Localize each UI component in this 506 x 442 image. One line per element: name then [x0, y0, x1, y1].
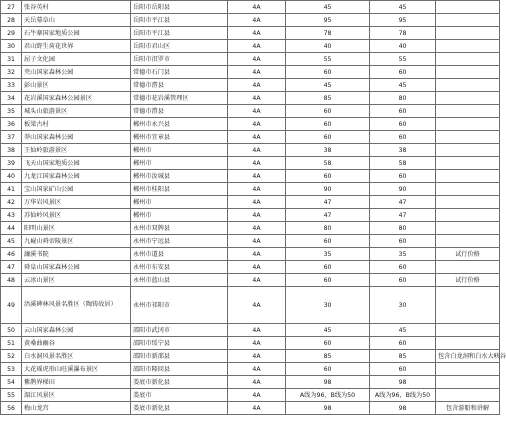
region-cell: 郴州市	[131, 209, 228, 222]
price-peak-cell: 47	[286, 196, 370, 209]
remark-cell	[436, 131, 500, 144]
grade-level-cell: 4A	[228, 40, 286, 53]
price-off-peak-cell: 30	[370, 287, 436, 324]
scenic-spot-name-cell: 天岳幕阜山	[22, 14, 131, 27]
table-row	[1, 105, 500, 118]
region-cell: 岳阳市平江县	[131, 27, 228, 40]
remark-cell	[436, 27, 500, 40]
price-off-peak-cell: 45	[370, 1, 436, 14]
grade-level-cell: 4A	[228, 287, 286, 324]
grade-level-cell: 4A	[228, 248, 286, 261]
row-number-cell: 39	[1, 157, 22, 170]
grade-level-cell: 4A	[228, 14, 286, 27]
table-row	[1, 337, 500, 350]
row-number-cell: 27	[1, 1, 22, 14]
grade-level-cell: 4A	[228, 79, 286, 92]
region-cell: 永州市宁远县	[131, 235, 228, 248]
region-cell: 娄底市	[131, 389, 228, 402]
table-row	[1, 66, 500, 79]
table-row	[1, 248, 500, 261]
scenic-spot-name-cell: 大花瑶虎形山旺溪瀑布景区	[22, 363, 131, 376]
grade-level-cell: 4A	[228, 402, 286, 415]
table-row	[1, 402, 500, 415]
price-peak-cell: 60	[286, 337, 370, 350]
remark-cell	[436, 235, 500, 248]
grade-level-cell: 4A	[228, 105, 286, 118]
price-off-peak-cell: 45	[370, 79, 436, 92]
row-number-cell: 31	[1, 53, 22, 66]
price-off-peak-cell: 35	[370, 248, 436, 261]
scenic-spot-name-cell: 飞天山国家地质公园	[22, 157, 131, 170]
price-peak-cell: 38	[286, 144, 370, 157]
price-peak-cell: 60	[286, 363, 370, 376]
price-peak-cell: 98	[286, 376, 370, 389]
remark-cell: 包含游船和讲解	[436, 402, 500, 415]
remark-cell: 包含白龙洞和白水大峡谷	[436, 350, 500, 363]
scenic-spot-name-cell: 舜皇山国家森林公园	[22, 261, 131, 274]
scenic-spot-name-cell: 张谷英村	[22, 1, 131, 14]
price-peak-cell: 58	[286, 157, 370, 170]
grade-level-cell: 4A	[228, 274, 286, 287]
scenic-spot-name-cell: 宝山国家矿山公园	[22, 183, 131, 196]
table-row	[1, 27, 500, 40]
grade-level-cell: 4A	[228, 261, 286, 274]
price-off-peak-cell: 80	[370, 222, 436, 235]
remark-cell	[436, 1, 500, 14]
remark-cell	[436, 389, 500, 402]
price-off-peak-cell: 60	[370, 261, 436, 274]
remark-cell	[436, 170, 500, 183]
scenic-spot-name-cell: 夹山国家森林公园	[22, 66, 131, 79]
price-peak-cell: 60	[286, 131, 370, 144]
table-row	[1, 92, 500, 105]
remark-cell	[436, 183, 500, 196]
region-cell: 郴州市汝城县	[131, 170, 228, 183]
remark-cell	[436, 14, 500, 27]
region-cell: 岳阳市君山区	[131, 40, 228, 53]
price-off-peak-cell: 38	[370, 144, 436, 157]
remark-cell	[436, 118, 500, 131]
table-row	[1, 287, 500, 324]
row-number-cell: 38	[1, 144, 22, 157]
price-peak-cell: 98	[286, 402, 370, 415]
remark-cell	[436, 53, 500, 66]
price-off-peak-cell: 95	[370, 14, 436, 27]
table-row	[1, 350, 500, 363]
price-off-peak-cell: 60	[370, 274, 436, 287]
price-off-peak-cell: 47	[370, 196, 436, 209]
region-cell: 常德市澧县	[131, 79, 228, 92]
remark-cell	[436, 92, 500, 105]
remark-cell	[436, 79, 500, 92]
price-off-peak-cell: 40	[370, 40, 436, 53]
row-number-cell: 43	[1, 209, 22, 222]
table-row	[1, 389, 500, 402]
grade-level-cell: 4A	[228, 144, 286, 157]
remark-cell	[436, 144, 500, 157]
table-row	[1, 196, 500, 209]
region-cell: 邵阳市绥宁县	[131, 337, 228, 350]
row-number-cell: 42	[1, 196, 22, 209]
price-off-peak-cell: 60	[370, 170, 436, 183]
remark-cell	[436, 376, 500, 389]
region-cell: 邵阳市新邵县	[131, 350, 228, 363]
table-row	[1, 79, 500, 92]
row-number-cell: 46	[1, 248, 22, 261]
price-peak-cell: 95	[286, 14, 370, 27]
row-number-cell: 50	[1, 324, 22, 337]
grade-level-cell: 4A	[228, 183, 286, 196]
remark-cell	[436, 287, 500, 324]
price-peak-cell: 60	[286, 235, 370, 248]
price-peak-cell: 60	[286, 118, 370, 131]
remark-cell	[436, 222, 500, 235]
scenic-spot-name-cell: 阳明山景区	[22, 222, 131, 235]
table-row	[1, 131, 500, 144]
scenic-spot-name-cell: 彭山景区	[22, 79, 131, 92]
grade-level-cell: 4A	[228, 350, 286, 363]
table-row	[1, 274, 500, 287]
price-peak-cell: 78	[286, 27, 370, 40]
scenic-spot-name-cell: 苏仙岭风景区	[22, 209, 131, 222]
region-cell: 常德市石门县	[131, 66, 228, 79]
row-number-cell: 53	[1, 363, 22, 376]
remark-cell	[436, 363, 500, 376]
price-peak-cell: 55	[286, 53, 370, 66]
row-number-cell: 55	[1, 389, 22, 402]
scenic-spot-name-cell: 湄江风景区	[22, 389, 131, 402]
row-number-cell: 30	[1, 40, 22, 53]
price-peak-cell: 45	[286, 1, 370, 14]
grade-level-cell: 4A	[228, 27, 286, 40]
remark-cell: 试行价格	[436, 274, 500, 287]
price-peak-cell: 47	[286, 209, 370, 222]
price-peak-cell: 85	[286, 350, 370, 363]
grade-level-cell: 4A	[228, 131, 286, 144]
region-cell: 郴州市永兴县	[131, 118, 228, 131]
row-number-cell: 48	[1, 274, 22, 287]
price-peak-cell: A线为96，B线为50	[286, 389, 370, 402]
price-peak-cell: 60	[286, 105, 370, 118]
row-number-cell: 28	[1, 14, 22, 27]
region-cell: 邵阳市武冈市	[131, 324, 228, 337]
table-body	[1, 1, 506, 415]
grade-level-cell: 4A	[228, 389, 286, 402]
grade-level-cell: 4A	[228, 118, 286, 131]
row-number-cell: 44	[1, 222, 22, 235]
price-peak-cell: 60	[286, 66, 370, 79]
price-off-peak-cell: 60	[370, 131, 436, 144]
region-cell: 邵阳市隆回县	[131, 363, 228, 376]
grade-level-cell: 4A	[228, 157, 286, 170]
price-peak-cell: 40	[286, 40, 370, 53]
scenic-spot-name-cell: 梅山龙宫	[22, 402, 131, 415]
price-off-peak-cell: 60	[370, 363, 436, 376]
region-cell: 岳阳市汨罗市	[131, 53, 228, 66]
scenic-spot-name-cell: 板梁古村	[22, 118, 131, 131]
table-row	[1, 261, 500, 274]
scenic-spot-name-cell: 屈子文化园	[22, 53, 131, 66]
table-row	[1, 118, 500, 131]
price-off-peak-cell: 80	[370, 92, 436, 105]
grade-level-cell: 4A	[228, 92, 286, 105]
scenic-spot-name-cell: 城头山旅游景区	[22, 105, 131, 118]
price-off-peak-cell: 60	[370, 337, 436, 350]
price-peak-cell: 60	[286, 170, 370, 183]
scenic-spot-name-cell: 九嶷山舜帝陵景区	[22, 235, 131, 248]
grade-level-cell: 4A	[228, 363, 286, 376]
region-cell: 郴州市	[131, 196, 228, 209]
table-row	[1, 1, 500, 14]
price-off-peak-cell: 55	[370, 53, 436, 66]
remark-cell	[436, 40, 500, 53]
region-cell: 永州市双牌县	[131, 222, 228, 235]
row-number-cell: 33	[1, 79, 22, 92]
grade-level-cell: 4A	[228, 196, 286, 209]
price-off-peak-cell: 47	[370, 209, 436, 222]
region-cell: 永州市东安县	[131, 261, 228, 274]
price-off-peak-cell: A线为96，B线为50	[370, 389, 436, 402]
table-row	[1, 144, 500, 157]
region-cell: 娄底市新化县	[131, 402, 228, 415]
grade-level-cell: 4A	[228, 53, 286, 66]
row-number-cell: 36	[1, 118, 22, 131]
region-cell: 常德市澧县	[131, 105, 228, 118]
remark-cell	[436, 66, 500, 79]
price-off-peak-cell: 98	[370, 376, 436, 389]
scenic-spot-name-cell: 王仙岭旅游景区	[22, 144, 131, 157]
scenic-spot-name-cell: 石牛寨国家地质公园	[22, 27, 131, 40]
scenic-spot-name-cell: 浯溪碑林风景名胜区（陶铸故居）	[22, 287, 131, 324]
price-off-peak-cell: 45	[370, 324, 436, 337]
table-row	[1, 40, 500, 53]
scenic-spot-name-cell: 莽山国家森林公园	[22, 131, 131, 144]
row-number-cell: 35	[1, 105, 22, 118]
grade-level-cell: 4A	[228, 337, 286, 350]
row-number-cell: 52	[1, 350, 22, 363]
grade-level-cell: 4A	[228, 170, 286, 183]
scenic-spot-name-cell: 白水洞风景名胜区	[22, 350, 131, 363]
region-cell: 永州市祁阳市	[131, 287, 228, 324]
row-number-cell: 45	[1, 235, 22, 248]
remark-cell	[436, 261, 500, 274]
region-cell: 郴州市桂阳县	[131, 183, 228, 196]
table-row	[1, 376, 500, 389]
price-peak-cell: 80	[286, 222, 370, 235]
remark-cell: 试行价格	[436, 248, 500, 261]
region-cell: 岳阳市平江县	[131, 14, 228, 27]
row-number-cell: 49	[1, 287, 22, 324]
price-peak-cell: 60	[286, 274, 370, 287]
price-off-peak-cell: 85	[370, 350, 436, 363]
remark-cell	[436, 196, 500, 209]
scenic-spot-name-cell: 云山国家森林公园	[22, 324, 131, 337]
grade-level-cell: 4A	[228, 376, 286, 389]
table-row	[1, 53, 500, 66]
price-off-peak-cell: 90	[370, 183, 436, 196]
row-number-cell: 54	[1, 376, 22, 389]
scenic-spot-name-cell: 云冰山景区	[22, 274, 131, 287]
scenic-spot-name-cell: 花岩溪国家森林公园景区	[22, 92, 131, 105]
price-off-peak-cell: 60	[370, 66, 436, 79]
table-row	[1, 324, 500, 337]
price-off-peak-cell: 58	[370, 157, 436, 170]
table-row	[1, 170, 500, 183]
price-peak-cell: 60	[286, 261, 370, 274]
price-off-peak-cell: 98	[370, 402, 436, 415]
price-off-peak-cell: 60	[370, 235, 436, 248]
price-off-peak-cell: 60	[370, 118, 436, 131]
price-peak-cell: 45	[286, 324, 370, 337]
region-cell: 郴州市宜章县	[131, 131, 228, 144]
region-cell: 娄底市新化县	[131, 376, 228, 389]
remark-cell	[436, 105, 500, 118]
table-row	[1, 209, 500, 222]
row-number-cell: 40	[1, 170, 22, 183]
region-cell: 岳阳市岳阳县	[131, 1, 228, 14]
price-peak-cell: 35	[286, 248, 370, 261]
grade-level-cell: 4A	[228, 66, 286, 79]
table-row	[1, 157, 500, 170]
region-cell: 永州市道县	[131, 248, 228, 261]
table-row	[1, 222, 500, 235]
region-cell: 郴州市	[131, 144, 228, 157]
row-number-cell: 37	[1, 131, 22, 144]
grade-level-cell: 4A	[228, 209, 286, 222]
price-peak-cell: 90	[286, 183, 370, 196]
grade-level-cell: 4A	[228, 324, 286, 337]
table-row	[1, 235, 500, 248]
remark-cell	[436, 324, 500, 337]
price-peak-cell: 30	[286, 287, 370, 324]
row-number-cell: 34	[1, 92, 22, 105]
table-row	[1, 363, 500, 376]
row-number-cell: 32	[1, 66, 22, 79]
region-cell: 常德市花岩溪管理区	[131, 92, 228, 105]
scenic-spot-name-cell: 濂溪书院	[22, 248, 131, 261]
price-peak-cell: 45	[286, 79, 370, 92]
row-number-cell: 51	[1, 337, 22, 350]
grade-level-cell: 4A	[228, 1, 286, 14]
scenic-spot-name-cell: 万华岩风景区	[22, 196, 131, 209]
row-number-cell: 56	[1, 402, 22, 415]
grade-level-cell: 4A	[228, 235, 286, 248]
scenic-spot-name-cell: 九龙江国家森林公园	[22, 170, 131, 183]
table-row	[1, 183, 500, 196]
row-number-cell: 29	[1, 27, 22, 40]
scenic-spot-name-cell: 君山野生荷花世界	[22, 40, 131, 53]
remark-cell	[436, 209, 500, 222]
scenic-spot-name-cell: 黄桑曲幽谷	[22, 337, 131, 350]
region-cell: 永州市蓝山县	[131, 274, 228, 287]
row-number-cell: 47	[1, 261, 22, 274]
row-number-cell: 41	[1, 183, 22, 196]
remark-cell	[436, 157, 500, 170]
remark-cell	[436, 337, 500, 350]
grade-level-cell: 4A	[228, 222, 286, 235]
price-off-peak-cell: 78	[370, 27, 436, 40]
scenic-spot-name-cell: 紫鹊界梯田	[22, 376, 131, 389]
price-peak-cell: 85	[286, 92, 370, 105]
region-cell: 郴州市	[131, 157, 228, 170]
table-row	[1, 14, 500, 27]
price-off-peak-cell: 60	[370, 105, 436, 118]
